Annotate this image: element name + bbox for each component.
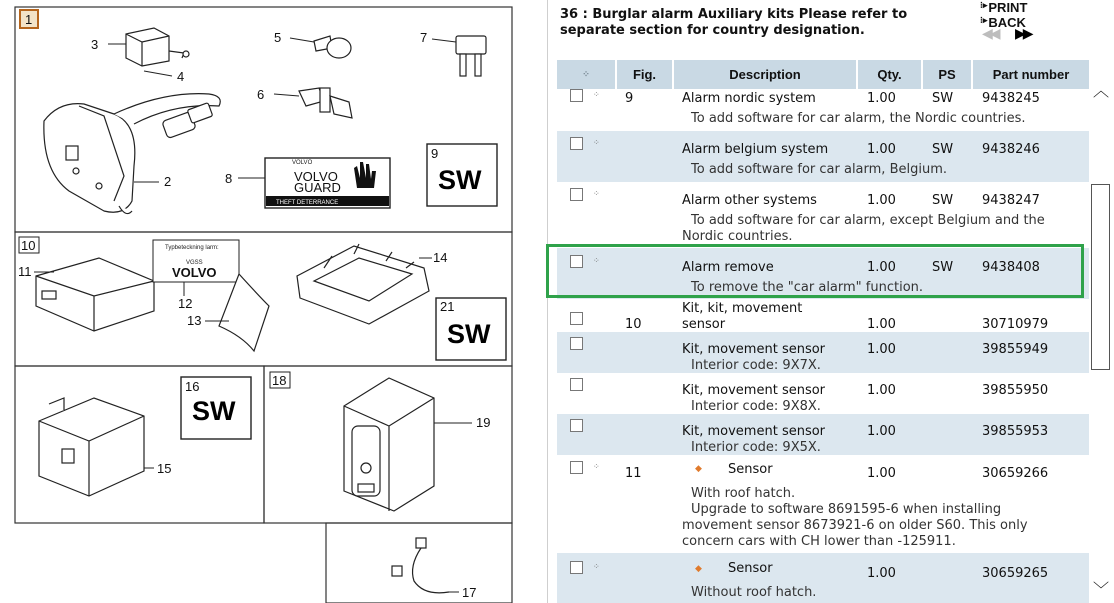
- col-ps[interactable]: PS: [923, 60, 973, 89]
- drag-handle-icon[interactable]: ⁘: [593, 138, 600, 147]
- callout-16: 15: [157, 461, 172, 476]
- row-description[interactable]: Kit, movement sensor: [682, 424, 826, 439]
- row-description[interactable]: Sensor: [728, 462, 773, 477]
- page-nav: [982, 26, 1031, 42]
- row-checkbox[interactable]: [570, 89, 583, 102]
- vgss-text: VGSS: [186, 260, 203, 266]
- wire-harness-drawing: [392, 538, 449, 593]
- next-page-icon[interactable]: ▶▶: [1015, 26, 1031, 42]
- row-qty: 1.00: [867, 260, 896, 275]
- drag-handle-icon[interactable]: ⁘: [593, 462, 600, 471]
- callout-19: 19: [476, 415, 491, 430]
- diagram-svg: [14, 6, 514, 603]
- table-row: [557, 131, 1089, 182]
- row-note: Interior code: 9X8X.: [691, 399, 821, 414]
- row-qty: 1.00: [867, 383, 896, 398]
- row-checkbox[interactable]: [570, 561, 583, 574]
- row-qty: 1.00: [867, 466, 896, 481]
- row-checkbox[interactable]: [570, 312, 583, 325]
- row-description[interactable]: Kit, movement sensor: [682, 383, 826, 398]
- sw-label-9: SW: [438, 165, 482, 195]
- drag-handle-icon[interactable]: ⁘: [593, 256, 600, 265]
- row-note: Interior code: 9X5X.: [691, 440, 821, 455]
- table-row: [557, 84, 1089, 131]
- pane-divider: [547, 0, 548, 603]
- row-ps: SW: [932, 91, 954, 106]
- parts-table: [557, 60, 1089, 603]
- sticker-guard: GUARD: [294, 180, 341, 195]
- row-fig: 10: [625, 317, 642, 332]
- previous-page-icon[interactable]: ◀◀: [982, 26, 998, 42]
- relay-drawing: [126, 28, 189, 66]
- callout-21: 21: [440, 299, 455, 314]
- row-description[interactable]: Sensor: [728, 561, 773, 576]
- bullet-icon: ◆: [695, 464, 702, 474]
- row-ps: SW: [932, 260, 954, 275]
- table-row: [557, 455, 1089, 553]
- bullet-icon: ◆: [695, 564, 702, 574]
- callout-11: 11: [18, 264, 32, 279]
- row-fig: 9: [625, 91, 634, 106]
- table-row: [557, 553, 1089, 603]
- callout-17: 16: [185, 379, 200, 394]
- row-checkbox[interactable]: [570, 137, 583, 150]
- selected-row-highlight: [546, 244, 1084, 298]
- control-module-drawing: [36, 258, 154, 331]
- callout-1: 1: [25, 12, 33, 27]
- print-link[interactable]: [980, 0, 1037, 15]
- row-part-number: 9438245: [982, 91, 1040, 106]
- row-description[interactable]: Alarm other systems: [682, 193, 817, 208]
- grip-header-icon: ⁘: [557, 60, 617, 89]
- row-part-number: 39855950: [982, 383, 1049, 398]
- row-part-number: 9438247: [982, 193, 1040, 208]
- callout-12: 12: [178, 296, 193, 311]
- adhesive-sheet-drawing: [219, 274, 269, 351]
- table-row: [557, 299, 1089, 332]
- callout-5: 5: [274, 30, 282, 45]
- callout-10: 10: [21, 238, 36, 253]
- row-qty: 1.00: [867, 342, 896, 357]
- table-row: [557, 182, 1089, 248]
- sensor-module-drawing: [39, 398, 144, 496]
- row-part-number: 9438408: [982, 260, 1040, 275]
- sticker-theft-text: THEFT DETERRANCE: [276, 200, 339, 206]
- callout-9: 9: [431, 146, 439, 161]
- row-note: To add software for car alarm, the Nordic countries.: [691, 111, 1026, 126]
- row-checkbox[interactable]: [570, 378, 583, 391]
- row-qty: 1.00: [867, 424, 896, 439]
- scroll-thumb[interactable]: [1091, 184, 1110, 370]
- drag-handle-icon[interactable]: ⁘: [593, 189, 600, 198]
- row-checkbox[interactable]: [570, 461, 583, 474]
- row-note-extra: Upgrade to software 8691595-6 when installing movement sensor 8673921-6 on older S60. This only concern cars with CH lower than -125911.: [682, 502, 1028, 549]
- drag-handle-icon[interactable]: ⁘: [593, 90, 600, 99]
- drag-handle-icon[interactable]: ⁘: [593, 562, 600, 571]
- col-qty[interactable]: Qty.: [858, 60, 923, 89]
- row-qty: 1.00: [867, 142, 896, 157]
- callout-6: 6: [257, 87, 265, 102]
- back-icon: ⁝▸: [980, 15, 988, 25]
- callout-2: 2: [164, 174, 172, 189]
- page-title: 36 : Burglar alarm Auxiliary kits Please refer to separate section for country designation.: [560, 7, 908, 38]
- scroll-up-icon[interactable]: ︿: [1093, 81, 1110, 100]
- row-checkbox[interactable]: [570, 337, 583, 350]
- row-note: Interior code: 9X7X.: [691, 358, 821, 373]
- table-header: [557, 60, 1089, 89]
- col-part-number[interactable]: Part number: [973, 60, 1089, 89]
- sw-label-17: SW: [192, 396, 236, 426]
- panel-15: [326, 523, 512, 603]
- row-fig: 11: [625, 466, 642, 481]
- row-checkbox[interactable]: [570, 419, 583, 432]
- row-qty: 1.00: [867, 91, 896, 106]
- callout-7: 8: [225, 171, 233, 186]
- row-qty: 1.00: [867, 566, 896, 581]
- sticker-volvo-big: VOLVO: [294, 169, 338, 184]
- fuse-drawing: [456, 36, 486, 76]
- row-description[interactable]: Kit, movement sensor: [682, 342, 826, 357]
- row-part-number: 30659266: [982, 466, 1049, 481]
- sticker-volvo: VOLVO: [292, 160, 313, 166]
- col-fig[interactable]: Fig.: [617, 60, 674, 89]
- row-description[interactable]: Kit, kit, movement sensor: [682, 301, 803, 332]
- row-part-number: 39855949: [982, 342, 1049, 357]
- table-scrollbar[interactable]: [1091, 72, 1111, 603]
- row-note: To add software for car alarm, Belgium.: [691, 162, 947, 177]
- bolt-drawing: [299, 88, 352, 118]
- row-note: Without roof hatch.: [691, 585, 817, 600]
- row-part-number: 30659265: [982, 566, 1049, 581]
- row-ps: SW: [932, 142, 954, 157]
- row-checkbox[interactable]: [570, 188, 583, 201]
- sw-label-21: SW: [447, 319, 491, 349]
- print-icon: ⁝▸: [980, 0, 988, 10]
- table-row: [557, 332, 1089, 373]
- print-label: PRINT: [988, 0, 1028, 15]
- vgss-volvo-text: VOLVO: [172, 265, 217, 280]
- vgss-type-text: Typbeteckning larm:: [165, 245, 219, 251]
- table-row: [557, 414, 1089, 455]
- callout-18: 18: [272, 373, 287, 388]
- row-note: With roof hatch.: [691, 486, 796, 501]
- row-part-number: 39855953: [982, 424, 1049, 439]
- row-description[interactable]: Alarm nordic system: [682, 91, 816, 106]
- row-description[interactable]: Alarm remove: [682, 260, 774, 275]
- col-description[interactable]: Description: [674, 60, 858, 89]
- scroll-down-icon[interactable]: ﹀: [1093, 580, 1110, 599]
- callout-3: 3: [91, 37, 99, 52]
- row-qty: 1.00: [867, 317, 896, 332]
- row-note: To add software for car alarm, except Belgium and the Nordic countries.: [682, 213, 1045, 244]
- bracket-drawing: [297, 244, 429, 324]
- parts-diagram: [14, 6, 514, 603]
- back-label: BACK: [988, 15, 1026, 30]
- row-ps: SW: [932, 193, 954, 208]
- row-note: To remove the "car alarm" function.: [691, 280, 924, 295]
- callout-15: 17: [462, 585, 477, 600]
- callout-14: 14: [433, 250, 448, 265]
- row-description[interactable]: Alarm belgium system: [682, 142, 829, 157]
- row-qty: 1.00: [867, 193, 896, 208]
- clip-drawing: [314, 36, 351, 58]
- callout-8: 7: [420, 30, 428, 45]
- row-part-number: 30710979: [982, 317, 1049, 332]
- callout-13: 13: [187, 313, 202, 328]
- switch-unit-drawing: [344, 378, 434, 511]
- callout-4: 4: [177, 69, 185, 84]
- alarm-lock-module-drawing: [44, 94, 220, 214]
- table-row: [557, 373, 1089, 414]
- row-part-number: 9438246: [982, 142, 1040, 157]
